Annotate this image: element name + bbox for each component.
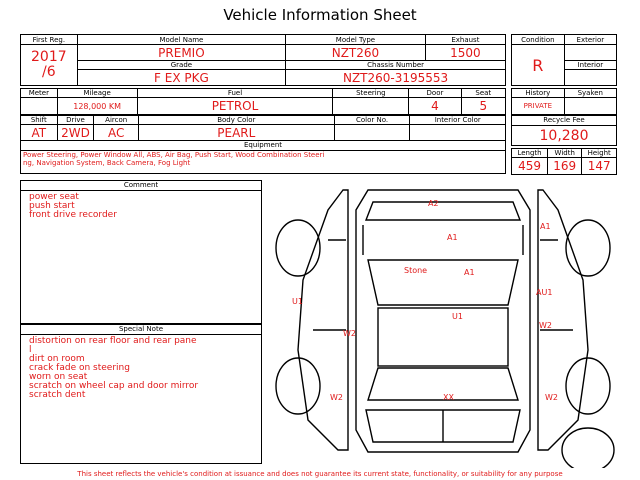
syaken-label: Syaken	[564, 89, 616, 98]
note-line: scratch on wheel cap and door mirror	[29, 381, 199, 391]
mileage-label: Mileage	[57, 89, 137, 98]
interior-color-value	[410, 125, 506, 141]
interior-color-label: Interior Color	[410, 116, 506, 125]
aircon-label: Aircon	[94, 116, 139, 125]
grade-label: Grade	[77, 61, 285, 70]
note-line: distortion on rear floor and rear pane	[29, 336, 197, 346]
info-table-row2	[20, 88, 506, 115]
mark-a2: A2	[428, 199, 439, 208]
mark-a1-hood: A1	[464, 268, 475, 277]
comment-line: push start	[29, 201, 75, 211]
wheel-rear-right	[566, 358, 610, 414]
model-name-label: Model Name	[77, 35, 285, 45]
note-line: scratch dent	[29, 390, 86, 400]
mark-w2-rear-left: W2	[330, 393, 343, 402]
mark-w2-rear-right: W2	[545, 393, 558, 402]
wheel-front-left	[276, 220, 320, 276]
model-type-value: NZT260	[286, 45, 426, 61]
special-note-lines	[21, 335, 261, 400]
height-label: Height	[582, 149, 617, 158]
recycle-label: Recycle Fee	[512, 116, 616, 126]
equipment-line-1: Power Steering, Power Window All, ABS, Air Bag, Push Start, Wood Combination Steeri	[23, 151, 325, 159]
aircon-value: AC	[94, 125, 139, 141]
steering-value	[333, 98, 409, 115]
color-no-value	[334, 125, 410, 141]
body-color-value: PEARL	[138, 125, 334, 141]
page-title: Vehicle Information Sheet	[223, 6, 417, 24]
exterior-label: Exterior	[564, 35, 616, 45]
history-table	[511, 88, 617, 115]
wheel-front-right	[566, 220, 610, 276]
fuel-value: PETROL	[137, 98, 333, 115]
equipment-box	[20, 140, 506, 174]
first-reg-month: /6	[42, 64, 56, 80]
steering-label: Steering	[333, 89, 409, 98]
color-no-label: Color No.	[334, 116, 410, 125]
condition-value: R	[512, 45, 565, 86]
exhaust-value: 1500	[425, 45, 505, 61]
note-line: worn on seat	[29, 372, 88, 382]
mark-a1-right-front: A1	[540, 222, 551, 231]
interior-label: Interior	[564, 61, 616, 70]
syaken-value	[564, 98, 616, 115]
note-line: crack fade on steering	[29, 363, 130, 373]
grade-value: F EX PKG	[77, 70, 285, 86]
info-table-row3	[20, 115, 506, 141]
seat-value: 5	[461, 98, 505, 115]
comment-lines	[21, 191, 261, 220]
width-label: Width	[548, 149, 582, 158]
condition-table	[511, 34, 617, 86]
mileage-value: 128,000 KM	[57, 98, 137, 115]
comment-box	[20, 180, 262, 324]
recycle-box	[511, 115, 617, 146]
length-label: Length	[512, 149, 548, 158]
wheel-rear-left	[276, 358, 320, 414]
drive-value: 2WD	[57, 125, 94, 141]
spare-wheel	[562, 428, 614, 468]
first-reg-year: 2017	[31, 49, 67, 65]
condition-label: Condition	[512, 35, 565, 45]
comment-line: front drive recorder	[29, 210, 117, 220]
mark-u1-roof: U1	[452, 312, 463, 321]
height-value: 147	[582, 158, 617, 175]
mark-a1-front: A1	[447, 233, 458, 242]
car-diagram	[268, 180, 618, 468]
mark-u1-left: U1	[292, 297, 303, 306]
equipment-line-2: ng, Navigation System, Back Camera, Fog Light	[23, 159, 191, 167]
body-color-label: Body Color	[138, 116, 334, 125]
dimensions-table	[511, 148, 617, 175]
model-name-value: PREMIO	[77, 45, 285, 61]
comment-label: Comment	[21, 181, 261, 191]
meter-value	[21, 98, 58, 115]
history-value: PRIVATE	[512, 98, 565, 115]
recycle-value: 10,280	[539, 128, 589, 144]
chassis-value: NZT260-3195553	[286, 70, 506, 86]
shift-label: Shift	[21, 116, 58, 125]
exterior-value	[564, 45, 616, 61]
note-line: dirt on room	[29, 354, 85, 364]
note-line: l	[29, 345, 32, 355]
special-note-label: Special Note	[21, 325, 261, 335]
door-value: 4	[409, 98, 461, 115]
mark-w2-left: W2	[343, 329, 356, 338]
mark-au1: AU1	[536, 288, 553, 297]
left-side-outline	[298, 190, 348, 450]
history-label: History	[512, 89, 565, 98]
info-table-row1	[20, 34, 506, 86]
door-label: Door	[409, 89, 461, 98]
mark-w2-right: W2	[539, 321, 552, 330]
exhaust-label: Exhaust	[425, 35, 505, 45]
disclaimer-footer: This sheet reflects the vehicle's condition at issuance and does not guarantee its current state, functionality, or suitability for any purpose	[77, 470, 563, 478]
first-reg-label: First Reg.	[21, 35, 78, 45]
mark-stone: Stone	[404, 266, 428, 275]
special-note-box	[20, 324, 262, 464]
length-value: 459	[512, 158, 548, 175]
meter-label: Meter	[21, 89, 58, 98]
comment-line: power seat	[29, 192, 79, 202]
seat-label: Seat	[461, 89, 505, 98]
model-type-label: Model Type	[286, 35, 426, 45]
equipment-label: Equipment	[21, 141, 505, 151]
width-value: 169	[548, 158, 582, 175]
fuel-label: Fuel	[137, 89, 333, 98]
first-reg-value	[21, 45, 78, 86]
chassis-label: Chassis Number	[286, 61, 506, 70]
mark-xx: XX	[443, 393, 454, 402]
interior-value	[564, 70, 616, 86]
drive-label: Drive	[57, 116, 94, 125]
shift-value: AT	[21, 125, 58, 141]
